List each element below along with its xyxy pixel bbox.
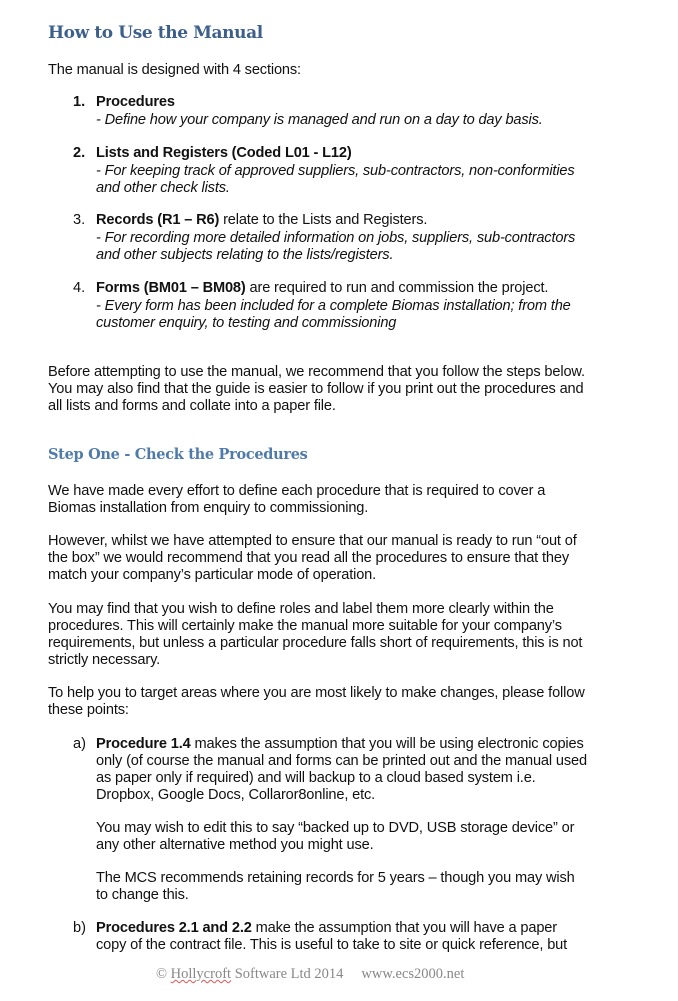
point-line: any other alternative method you might use. <box>96 837 374 853</box>
paragraph-line: requirements, but unless a particular procedure falls short of requirements, this is not <box>48 635 583 651</box>
copyright-symbol: © <box>156 966 171 982</box>
section-title: Records (R1 – R6) <box>96 212 220 228</box>
paragraph-line: However, whilst we have attempted to ensure that our manual is ready to run “out of <box>48 533 577 549</box>
section-title: Forms (BM01 – BM08) <box>96 280 246 296</box>
point-title: Procedure 1.4 <box>96 736 191 752</box>
page-footer <box>156 966 464 983</box>
step-one-heading: Step One - Check the Procedures <box>48 446 308 463</box>
paragraph-line: To help you to target areas where you are most likely to make changes, please follow <box>48 685 585 701</box>
paragraph-line: these points: <box>48 702 129 718</box>
point-line: as paper only if required) and will backup to a cloud based system i.e. <box>96 770 536 786</box>
paragraph-line: all lists and forms and collate into a paper file. <box>48 398 336 414</box>
section-desc: and other check lists. <box>96 180 230 196</box>
paragraph-line: match your company’s particular mode of operation. <box>48 567 377 583</box>
point-line: You may wish to edit this to say “backed up to DVD, USB storage device” or <box>96 820 575 836</box>
point-line: The MCS recommends retaining records for 5 years – though you may wish <box>96 870 575 886</box>
paragraph-line: strictly necessary. <box>48 652 161 668</box>
paragraph-line: Before attempting to use the manual, we recommend that you follow the steps below. <box>48 364 585 380</box>
paragraph-line: You may find that you wish to define roles and label them more clearly within the <box>48 601 554 617</box>
page-title: How to Use the Manual <box>48 23 263 43</box>
section-rest: are required to run and commission the project. <box>245 280 549 296</box>
section-desc: - Define how your company is managed and run on a day to day basis. <box>96 112 543 128</box>
footer-brand: Hollycroft <box>170 966 232 982</box>
point-line: to change this. <box>96 887 189 903</box>
point-line: only (of course the manual and forms can be printed out and the manual used <box>96 753 587 769</box>
section-desc: - Every form has been included for a complete Biomas installation; from the <box>96 298 571 314</box>
intro-text: The manual is designed with 4 sections: <box>48 62 301 78</box>
section-title: Procedures <box>96 94 175 110</box>
section-desc: - For recording more detailed information on jobs, suppliers, sub-contractors <box>96 230 576 246</box>
paragraph-line: We have made every effort to define each procedure that is required to cover a <box>48 483 546 499</box>
paragraph-line: Biomas installation from enquiry to commissioning. <box>48 500 369 516</box>
point-rest: make the assumption that you will have a paper <box>251 920 557 936</box>
section-number: 1. <box>73 94 86 110</box>
section-desc: and other subjects relating to the lists/registers. <box>96 247 394 263</box>
paragraph-line: the box” we would recommend that you read all the procedures to ensure that they <box>48 550 569 566</box>
point-line: Dropbox, Google Docs, Collaror8online, etc. <box>96 787 376 803</box>
section-number: 2. <box>73 145 86 161</box>
point-line: copy of the contract file. This is useful to take to site or quick reference, but <box>96 937 568 953</box>
point-label: b) <box>73 920 86 936</box>
point-title: Procedures 2.1 and 2.2 <box>96 920 252 936</box>
paragraph-line: procedures. This will certainly make the manual more suitable for your company’s <box>48 618 562 634</box>
section-desc: customer enquiry, to testing and commissioning <box>96 315 397 331</box>
paragraph-line: You may also find that the guide is easier to follow if you print out the procedures and <box>48 381 584 397</box>
footer-company: Software Ltd 2014 <box>231 966 344 982</box>
point-label: a) <box>73 736 86 752</box>
section-rest: relate to the Lists and Registers. <box>219 212 428 228</box>
footer-url: www.ecs2000.net <box>361 966 465 982</box>
section-number: 3. <box>73 212 86 228</box>
section-number: 4. <box>73 280 86 296</box>
section-desc: - For keeping track of approved suppliers, sub-contractors, non-conformities <box>96 163 575 179</box>
point-rest: makes the assumption that you will be using electronic copies <box>190 736 584 752</box>
section-title: Lists and Registers (Coded L01 - L12) <box>96 145 352 161</box>
